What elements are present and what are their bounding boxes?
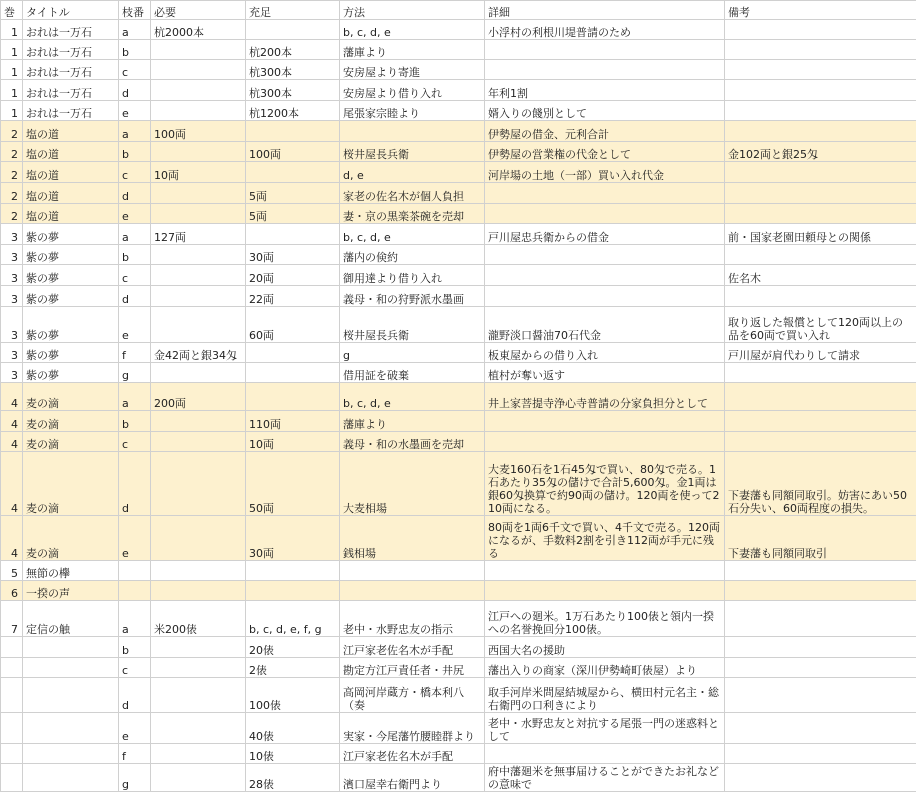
cell-notes[interactable] [725,637,916,658]
cell-volume[interactable] [1,678,23,713]
cell-details[interactable] [485,411,725,432]
cell-branch[interactable]: g [119,363,151,383]
cell-notes[interactable] [725,678,916,713]
cell-branch[interactable]: e [119,307,151,343]
cell-volume[interactable]: 3 [1,224,23,245]
cell-required[interactable] [151,432,246,452]
header-cell-fulfilled[interactable]: 充足 [246,1,340,20]
cell-volume[interactable]: 2 [1,204,23,224]
cell-branch[interactable]: f [119,343,151,363]
cell-details[interactable]: 府中藩廻米を無事届けることができたお礼などの意味で [485,764,725,792]
cell-title[interactable]: 麦の滴 [23,452,119,516]
cell-title[interactable]: おれは一万石 [23,60,119,80]
cell-title[interactable]: おれは一万石 [23,20,119,40]
cell-fulfilled[interactable]: 杭300本 [246,80,340,101]
cell-fulfilled[interactable]: 杭300本 [246,60,340,80]
cell-details[interactable]: 板東屋からの借り入れ [485,343,725,363]
cell-notes[interactable] [725,40,916,60]
cell-notes[interactable] [725,20,916,40]
cell-fulfilled[interactable]: 50両 [246,452,340,516]
cell-title[interactable] [23,678,119,713]
cell-method[interactable]: 実家・今尾藩竹腰睦群より [340,713,485,744]
cell-details[interactable]: 伊勢屋の営業権の代金として [485,142,725,162]
table-row [1,20,916,40]
cell-fulfilled[interactable]: 100俵 [246,678,340,713]
table-row [1,265,916,286]
cell-details[interactable]: 戸川屋忠兵衛からの借金 [485,224,725,245]
cell-volume[interactable]: 3 [1,307,23,343]
cell-required[interactable] [151,744,246,764]
cell-fulfilled[interactable]: 10両 [246,432,340,452]
cell-title[interactable]: 一揆の声 [23,581,119,601]
cell-method[interactable]: 義母・和の水墨画を売却 [340,432,485,452]
cell-details[interactable]: 取手河岸米問屋結城屋から、横田村元名主・総右衛門の口利きにより [485,678,725,713]
cell-fulfilled[interactable]: 100両 [246,142,340,162]
cell-notes[interactable] [725,162,916,183]
cell-notes[interactable] [725,60,916,80]
cell-volume[interactable]: 1 [1,20,23,40]
cell-title[interactable]: 紫の夢 [23,363,119,383]
cell-title[interactable]: 塩の道 [23,162,119,183]
cell-required[interactable] [151,204,246,224]
cell-method[interactable]: d, e [340,162,485,183]
cell-notes[interactable] [725,658,916,678]
cell-required[interactable] [151,678,246,713]
table-row [1,432,916,452]
cell-volume[interactable]: 2 [1,183,23,204]
header-cell-volume[interactable]: 巻 [1,1,23,20]
cell-notes[interactable]: 下妻藩も同額同取引。妨害にあい50石分失い、60両程度の損失。 [725,452,916,516]
cell-notes[interactable] [725,581,916,601]
cell-required[interactable]: 10両 [151,162,246,183]
table-row [1,363,916,383]
cell-title[interactable]: おれは一万石 [23,40,119,60]
cell-volume[interactable] [1,658,23,678]
cell-fulfilled[interactable]: 杭1200本 [246,101,340,121]
cell-title[interactable]: 塩の道 [23,183,119,204]
cell-details[interactable]: 井上家菩提寺浄心寺普請の分家負担分として [485,383,725,411]
cell-required[interactable] [151,40,246,60]
cell-volume[interactable] [1,637,23,658]
header-cell-details[interactable]: 詳細 [485,1,725,20]
cell-fulfilled[interactable]: 5両 [246,204,340,224]
table-row [1,581,916,601]
cell-method[interactable]: 義母・和の狩野派水墨画 [340,286,485,307]
cell-required[interactable] [151,516,246,561]
cell-branch[interactable] [119,581,151,601]
cell-notes[interactable] [725,204,916,224]
cell-details[interactable]: 西国大名の援助 [485,637,725,658]
cell-notes[interactable] [725,411,916,432]
cell-required[interactable] [151,713,246,744]
cell-details[interactable]: 年利1割 [485,80,725,101]
cell-branch[interactable]: b [119,245,151,265]
cell-method[interactable] [340,581,485,601]
cell-title[interactable]: 紫の夢 [23,245,119,265]
cell-fulfilled[interactable]: 60両 [246,307,340,343]
cell-notes[interactable] [725,363,916,383]
cell-branch[interactable]: c [119,658,151,678]
cell-required[interactable]: 杭2000本 [151,20,246,40]
table-row [1,121,916,142]
cell-notes[interactable]: 取り返した報償として120両以上の品を60両で買い入れ [725,307,916,343]
cell-branch[interactable]: d [119,452,151,516]
cell-branch[interactable] [119,561,151,581]
cell-notes[interactable]: 下妻藩も同額同取引 [725,516,916,561]
cell-details[interactable]: 藩出入りの商家（深川伊勢崎町俵屋）より [485,658,725,678]
cell-volume[interactable]: 3 [1,245,23,265]
cell-volume[interactable]: 2 [1,142,23,162]
cell-details[interactable] [485,245,725,265]
table-row [1,245,916,265]
table-row [1,744,916,764]
cell-branch[interactable]: a [119,224,151,245]
cell-required[interactable] [151,658,246,678]
cell-title[interactable]: 無節の欅 [23,561,119,581]
cell-notes[interactable] [725,383,916,411]
cell-volume[interactable]: 1 [1,80,23,101]
cell-title[interactable]: おれは一万石 [23,80,119,101]
cell-title[interactable]: 麦の滴 [23,516,119,561]
cell-notes[interactable] [725,245,916,265]
cell-fulfilled[interactable]: 30両 [246,245,340,265]
cell-branch[interactable]: d [119,678,151,713]
cell-volume[interactable] [1,744,23,764]
cell-fulfilled[interactable]: 30両 [246,516,340,561]
table-row [1,637,916,658]
cell-volume[interactable]: 6 [1,581,23,601]
cell-branch[interactable]: d [119,183,151,204]
cell-details[interactable] [485,744,725,764]
cell-details[interactable] [485,265,725,286]
cell-volume[interactable]: 2 [1,162,23,183]
cell-required[interactable] [151,307,246,343]
cell-method[interactable]: b, c, d, e [340,20,485,40]
table-row [1,601,916,637]
cell-fulfilled[interactable]: b, c, d, e, f, g [246,601,340,637]
cell-notes[interactable] [725,80,916,101]
cell-fulfilled[interactable]: 20両 [246,265,340,286]
cell-title[interactable]: 紫の夢 [23,343,119,363]
cell-method[interactable]: 大麦相場 [340,452,485,516]
cell-method[interactable]: 桜井屋長兵衛 [340,307,485,343]
cell-branch[interactable]: c [119,265,151,286]
cell-details[interactable]: 大麦160石を1石45匁で買い、80匁で売る。1石あたり35匁の儲けで合計5,600匁。金1両は銀60匁換算で約90両の儲け。120両を使って210両になる。 [485,452,725,516]
cell-title[interactable]: 紫の夢 [23,265,119,286]
table-row [1,516,916,561]
table-row [1,658,916,678]
cell-branch[interactable]: d [119,286,151,307]
cell-branch[interactable]: a [119,20,151,40]
cell-method[interactable]: 尾張家宗睦より [340,101,485,121]
cell-required[interactable] [151,411,246,432]
cell-required[interactable] [151,581,246,601]
cell-required[interactable] [151,80,246,101]
cell-branch[interactable]: a [119,121,151,142]
cell-fulfilled[interactable] [246,162,340,183]
cell-details[interactable]: 植村が奪い返す [485,363,725,383]
cell-method[interactable] [340,121,485,142]
cell-volume[interactable]: 4 [1,411,23,432]
cell-volume[interactable]: 7 [1,601,23,637]
cell-notes[interactable] [725,121,916,142]
cell-volume[interactable]: 5 [1,561,23,581]
cell-required[interactable] [151,286,246,307]
cell-method[interactable]: 桜井屋長兵衛 [340,142,485,162]
cell-branch[interactable]: c [119,162,151,183]
table-row [1,452,916,516]
cell-notes[interactable]: 前・国家老園田頼母との関係 [725,224,916,245]
cell-title[interactable]: 紫の夢 [23,224,119,245]
cell-fulfilled[interactable] [246,121,340,142]
header-cell-notes[interactable]: 備考 [725,1,916,20]
cell-title[interactable] [23,637,119,658]
cell-method[interactable]: 江戸家老佐名木が手配 [340,744,485,764]
cell-notes[interactable] [725,286,916,307]
cell-details[interactable] [485,432,725,452]
cell-fulfilled[interactable]: 20俵 [246,637,340,658]
table-row [1,286,916,307]
header-cell-method[interactable]: 方法 [340,1,485,20]
table-row [1,561,916,581]
cell-branch[interactable]: a [119,383,151,411]
cell-required[interactable] [151,452,246,516]
cell-details[interactable] [485,561,725,581]
cell-title[interactable]: 塩の道 [23,142,119,162]
table-row [1,411,916,432]
cell-details[interactable] [485,286,725,307]
cell-required[interactable]: 米200俵 [151,601,246,637]
cell-volume[interactable]: 3 [1,265,23,286]
cell-method[interactable]: 妻・京の黒楽茶碗を売却 [340,204,485,224]
cell-notes[interactable] [725,601,916,637]
cell-fulfilled[interactable] [246,343,340,363]
cell-notes[interactable]: 戸川屋が肩代わりして請求 [725,343,916,363]
cell-volume[interactable]: 4 [1,432,23,452]
cell-required[interactable] [151,637,246,658]
cell-title[interactable]: 麦の滴 [23,432,119,452]
cell-required[interactable] [151,142,246,162]
cell-required[interactable] [151,265,246,286]
header-cell-required[interactable]: 必要 [151,1,246,20]
cell-fulfilled[interactable] [246,561,340,581]
cell-branch[interactable]: g [119,764,151,792]
cell-branch[interactable]: d [119,80,151,101]
cell-required[interactable] [151,363,246,383]
cell-fulfilled[interactable] [246,581,340,601]
cell-branch[interactable]: c [119,60,151,80]
cell-fulfilled[interactable]: 22両 [246,286,340,307]
cell-notes[interactable]: 金102両と銀25匁 [725,142,916,162]
cell-notes[interactable] [725,183,916,204]
cell-branch[interactable]: b [119,40,151,60]
table-row [1,713,916,744]
cell-fulfilled[interactable] [246,20,340,40]
cell-fulfilled[interactable] [246,383,340,411]
cell-method[interactable]: 御用達より借り入れ [340,265,485,286]
cell-volume[interactable]: 3 [1,343,23,363]
cell-fulfilled[interactable]: 40俵 [246,713,340,744]
header-cell-title[interactable]: タイトル [23,1,119,20]
cell-notes[interactable] [725,713,916,744]
cell-method[interactable]: 藩内の倹約 [340,245,485,265]
cell-fulfilled[interactable]: 28俵 [246,764,340,792]
cell-required[interactable]: 金42両と銀34匁 [151,343,246,363]
cell-method[interactable]: g [340,343,485,363]
cell-notes[interactable]: 佐名木 [725,265,916,286]
cell-method[interactable]: 江戸家老佐名木が手配 [340,637,485,658]
cell-fulfilled[interactable] [246,363,340,383]
header-cell-branch[interactable]: 枝番 [119,1,151,20]
cell-branch[interactable]: c [119,432,151,452]
cell-notes[interactable] [725,561,916,581]
cell-volume[interactable]: 4 [1,383,23,411]
cell-branch[interactable]: b [119,637,151,658]
cell-branch[interactable]: e [119,101,151,121]
cell-volume[interactable]: 4 [1,516,23,561]
table-row [1,183,916,204]
cell-method[interactable]: b, c, d, e [340,383,485,411]
cell-title[interactable]: 定信の触 [23,601,119,637]
table-row [1,60,916,80]
table-row [1,162,916,183]
table-row [1,383,916,411]
cell-branch[interactable]: b [119,142,151,162]
cell-volume[interactable]: 1 [1,101,23,121]
cell-branch[interactable]: a [119,601,151,637]
table-row [1,224,916,245]
cell-fulfilled[interactable]: 110両 [246,411,340,432]
cell-details[interactable]: 老中・水野忠友と対抗する尾張一門の迷惑料として [485,713,725,744]
cell-method[interactable]: 藩庫より [340,40,485,60]
table-row [1,80,916,101]
cell-required[interactable] [151,60,246,80]
cell-volume[interactable]: 1 [1,40,23,60]
cell-volume[interactable]: 4 [1,452,23,516]
table-row [1,40,916,60]
cell-fulfilled[interactable]: 2俵 [246,658,340,678]
table-row [1,678,916,713]
cell-method[interactable]: 家老の佐名木が個人負担 [340,183,485,204]
cell-details[interactable] [485,204,725,224]
cell-branch[interactable]: e [119,713,151,744]
cell-notes[interactable] [725,744,916,764]
cell-title[interactable]: おれは一万石 [23,101,119,121]
cell-details[interactable] [485,183,725,204]
cell-required[interactable] [151,183,246,204]
cell-title[interactable] [23,658,119,678]
cell-details[interactable] [485,581,725,601]
header-row [1,1,916,20]
cell-details[interactable]: 江戸への廻米。1万石あたり100俵と領内一揆への名誉挽回分100俵。 [485,601,725,637]
table-row [1,307,916,343]
cell-method[interactable] [340,561,485,581]
cell-fulfilled[interactable]: 杭200本 [246,40,340,60]
cell-required[interactable]: 200両 [151,383,246,411]
cell-details[interactable]: 婿入りの餞別として [485,101,725,121]
cell-required[interactable] [151,101,246,121]
cell-method[interactable]: 高岡河岸蔵方・橋本利八（奏 [340,678,485,713]
cell-details[interactable]: 河岸場の土地（一部）買い入れ代金 [485,162,725,183]
cell-notes[interactable] [725,101,916,121]
cell-method[interactable]: b, c, d, e [340,224,485,245]
cell-title[interactable]: 塩の道 [23,204,119,224]
cell-volume[interactable]: 2 [1,121,23,142]
cell-details[interactable] [485,40,725,60]
cell-method[interactable]: 濱口屋幸右衛門より [340,764,485,792]
cell-method[interactable]: 安房屋より借り入れ [340,80,485,101]
cell-method[interactable]: 銭相場 [340,516,485,561]
cell-details[interactable]: 80両を1両6千文で買い、4千文で売る。120両になるが、手数料2割を引き112両が手元に残る [485,516,725,561]
table-row [1,101,916,121]
cell-branch[interactable]: b [119,411,151,432]
cell-title[interactable]: 塩の道 [23,121,119,142]
cell-details[interactable]: 瀧野淡口醤油70石代金 [485,307,725,343]
cell-volume[interactable]: 3 [1,286,23,307]
cell-title[interactable]: 紫の夢 [23,307,119,343]
cell-title[interactable]: 麦の滴 [23,411,119,432]
cell-details[interactable]: 伊勢屋の借金、元利合計 [485,121,725,142]
cell-method[interactable]: 安房屋より寄進 [340,60,485,80]
cell-fulfilled[interactable]: 10俵 [246,744,340,764]
cell-required[interactable]: 100両 [151,121,246,142]
cell-volume[interactable] [1,713,23,744]
cell-fulfilled[interactable]: 5両 [246,183,340,204]
cell-volume[interactable]: 3 [1,363,23,383]
cell-method[interactable]: 借用証を破棄 [340,363,485,383]
cell-method[interactable]: 勘定方江戸責任者・井尻 [340,658,485,678]
table-row [1,343,916,363]
cell-required[interactable] [151,561,246,581]
cell-method[interactable]: 老中・水野忠友の指示 [340,601,485,637]
cell-fulfilled[interactable] [246,224,340,245]
cell-required[interactable]: 127両 [151,224,246,245]
cell-method[interactable]: 藩庫より [340,411,485,432]
cell-title[interactable] [23,713,119,744]
table-row [1,204,916,224]
cell-notes[interactable] [725,432,916,452]
cell-title[interactable] [23,744,119,764]
cell-title[interactable]: 紫の夢 [23,286,119,307]
cell-title[interactable]: 麦の滴 [23,383,119,411]
cell-details[interactable]: 小浮村の利根川堤普請のため [485,20,725,40]
cell-branch[interactable]: e [119,204,151,224]
cell-required[interactable] [151,245,246,265]
cell-volume[interactable]: 1 [1,60,23,80]
cell-branch[interactable]: f [119,744,151,764]
table-row [1,142,916,162]
cell-branch[interactable]: e [119,516,151,561]
cell-details[interactable] [485,60,725,80]
